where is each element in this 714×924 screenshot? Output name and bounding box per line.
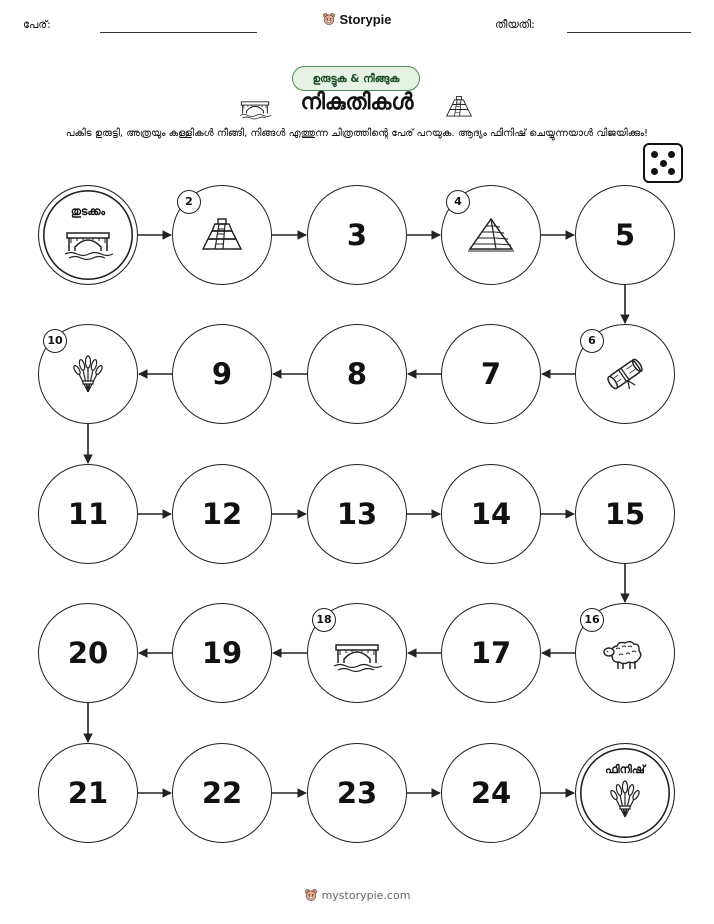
cell-number: 3 [346, 218, 368, 252]
cell-number: 21 [67, 776, 109, 810]
pyramid-temple-icon [197, 215, 247, 255]
footer [0, 888, 714, 902]
wheat-icon [63, 354, 113, 394]
name-label: പേര്: [23, 18, 51, 31]
cell-number: 24 [470, 776, 512, 810]
bridge-icon [63, 221, 113, 261]
board-cell [307, 185, 407, 285]
board-cell [441, 464, 541, 564]
board-cell [575, 185, 675, 285]
brand-text: Storypie [339, 12, 392, 27]
bridge-icon [332, 633, 382, 673]
finish-label: ഫിനിഷ് [605, 763, 645, 776]
start-label: തുടക്കം [70, 205, 106, 218]
cell-number-badge: 2 [177, 190, 201, 214]
cell-number-badge: 6 [580, 329, 604, 353]
cell-number: 12 [201, 497, 243, 531]
storypie-bear-icon [304, 888, 318, 902]
cell-number: 17 [470, 636, 512, 670]
cell-number-badge: 18 [312, 608, 336, 632]
cell-number: 8 [346, 357, 368, 391]
cell-number-badge: 10 [43, 329, 67, 353]
board-cell [441, 603, 541, 703]
page-title: നികുതികൾ [300, 90, 414, 115]
cell-number: 7 [480, 357, 502, 391]
cell-number: 14 [470, 497, 512, 531]
cell-number: 13 [336, 497, 378, 531]
board-cell [172, 743, 272, 843]
cell-number: 23 [336, 776, 378, 810]
board-cell [575, 464, 675, 564]
board-cell [172, 324, 272, 424]
board-cell [307, 743, 407, 843]
start-cell [38, 185, 138, 285]
cell-number-badge: 16 [580, 608, 604, 632]
board-cell [307, 464, 407, 564]
cell-number: 15 [604, 497, 646, 531]
wheat-icon [600, 779, 650, 819]
board-cell [38, 743, 138, 843]
cell-number-badge: 4 [446, 190, 470, 214]
date-label: തീയതി: [495, 18, 535, 31]
board-cell [172, 603, 272, 703]
cell-number: 19 [201, 636, 243, 670]
cell-number: 9 [211, 357, 233, 391]
footer-url[interactable]: mystorypie.com [321, 889, 411, 902]
game-type-badge: ഉരുട്ടുക & നീങ്ങുക [292, 66, 420, 91]
sheep-icon [600, 633, 650, 673]
board-cell [38, 603, 138, 703]
board-cell [38, 464, 138, 564]
pyramid-icon [466, 215, 516, 255]
board-cell [172, 464, 272, 564]
board-cell [441, 743, 541, 843]
instructions: പകിട ഉരുട്ടി, അത്രയും കള്ളികൾ നീങ്ങി, നിങ്ങൾ എത്തുന്ന ചിത്രത്തിന്റെ പേര് പറയുക. ആദ്യം ഫിനിഷ് ചെയ്യുന്നയാൾ വിജയിക്കും! [65, 128, 649, 139]
scroll-icon [600, 354, 650, 394]
finish-cell [575, 743, 675, 843]
cell-number: 20 [67, 636, 109, 670]
board-cell [441, 324, 541, 424]
cell-number: 5 [614, 218, 636, 252]
board-cell [307, 324, 407, 424]
cell-number: 11 [67, 497, 109, 531]
cell-number: 22 [201, 776, 243, 810]
